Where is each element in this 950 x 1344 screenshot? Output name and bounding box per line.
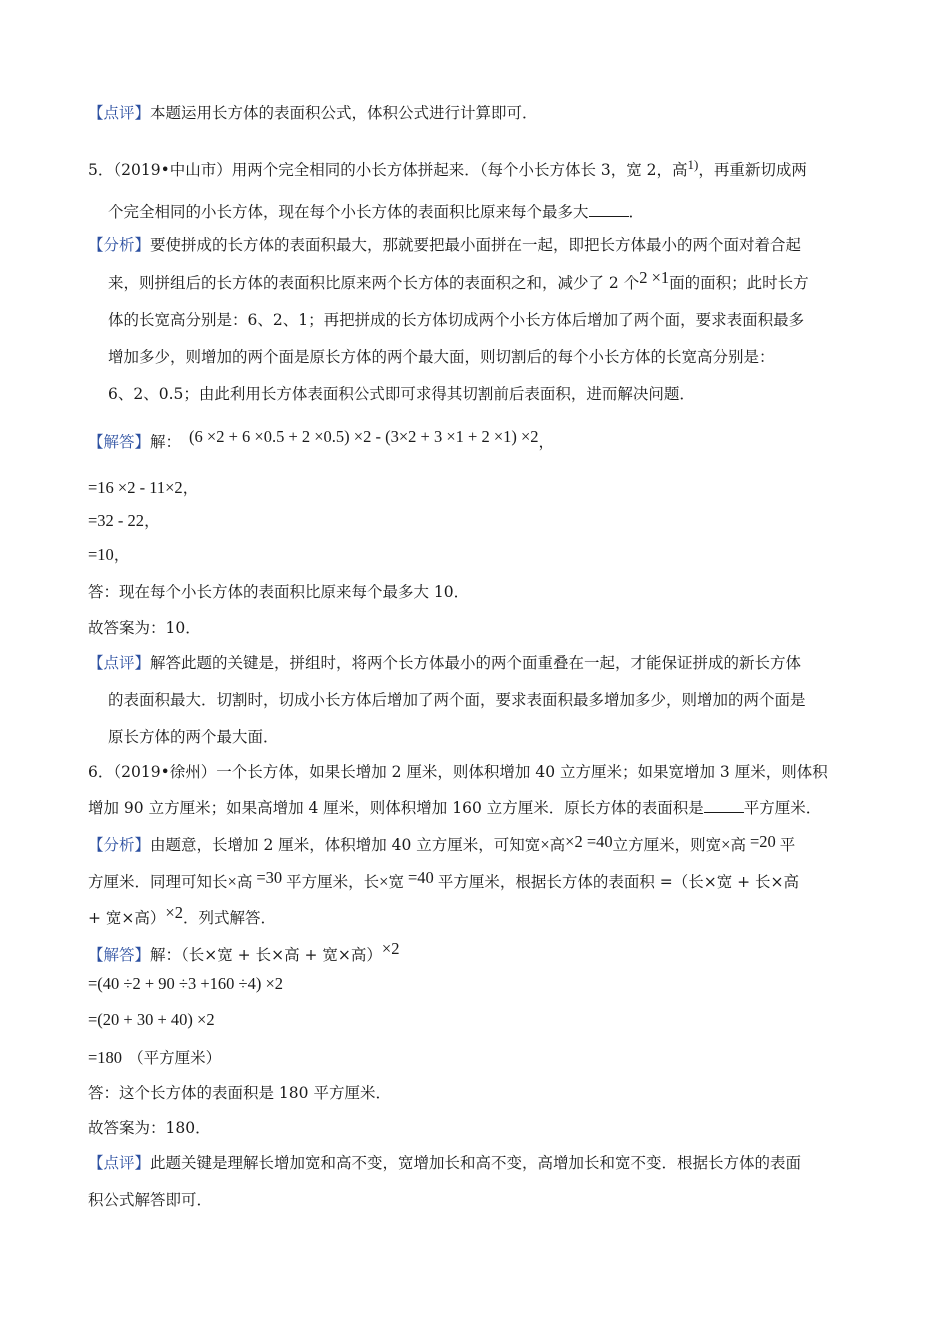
answer-blank — [704, 798, 744, 813]
analysis-text: ．列式解答． — [182, 909, 276, 927]
q5-step-1 — [88, 477, 198, 499]
unit-text: （平方厘米） — [128, 1049, 222, 1067]
q6-stem-line-1 — [88, 761, 828, 783]
question-stem: 平方厘米． — [743, 799, 822, 817]
analysis-text: 高 — [236, 873, 253, 891]
comment-tag: 【点评】 — [88, 654, 151, 672]
q6-comment-line-1 — [88, 1152, 801, 1174]
final-answer: 故答案为：10． — [88, 619, 201, 637]
q5-answer — [88, 581, 469, 603]
math-expression: =180 — [88, 1048, 123, 1067]
analysis-text: 由题意，长增加 2 厘米，体积增加 40 立方厘米，可知宽 — [150, 836, 541, 854]
comment-text: 的表面积最大．切割时，切成小长方体后增加了两个面，要求表面积最多增加多少，则增加的两个面是 — [108, 691, 806, 709]
q5-solution-line — [88, 427, 555, 453]
q6-comment-line-2 — [88, 1189, 212, 1211]
q5-analysis-line-5 — [108, 383, 695, 405]
solution-tag: 【解答】 — [88, 433, 151, 451]
q6-final — [88, 1117, 211, 1139]
math-expression: =32 - 22 — [88, 511, 145, 530]
answer-blank — [589, 202, 629, 217]
analysis-text: 高 — [549, 836, 566, 854]
punctuation: ， — [113, 546, 130, 564]
analysis-text: 立方厘米，则宽 — [612, 836, 722, 854]
analysis-tag: 【分析】 — [88, 836, 151, 854]
comment-tag: 【点评】 — [88, 104, 151, 122]
analysis-text: 6、2、0.5；由此利用长方体表面积公式即可求得其切割前后表面积，进而解决问题． — [108, 385, 695, 403]
q6-stem-line-2 — [88, 797, 821, 819]
question-stem: （2019•徐州）一个长方体，如果长增加 2 厘米，则体积增加 40 立方厘米；如果宽增加 3 厘米，则体积 — [113, 763, 828, 781]
q5-step-3 — [88, 544, 129, 566]
comment-text: 积公式解答即可． — [88, 1191, 213, 1209]
q5-analysis-line-4 — [108, 346, 775, 368]
question-stem-end: ． — [628, 203, 645, 221]
math-expression: ×2 — [381, 939, 400, 958]
solution-lead: 解：（长×宽 + 长×高 + 宽×高） — [150, 946, 382, 964]
analysis-text: 平 — [779, 836, 796, 854]
analysis-text: + 宽×高） — [88, 909, 166, 927]
math-expression: =40 — [408, 868, 434, 887]
punctuation: ， — [538, 433, 555, 451]
q5-step-2 — [88, 510, 160, 532]
q6-analysis-line-2 — [88, 868, 800, 893]
math-symbol: × — [540, 835, 550, 854]
q5-stem-line-2 — [108, 201, 644, 223]
q6-step-1 — [88, 973, 283, 995]
solution-lead: 解： — [150, 433, 182, 451]
analysis-text: 平方厘米，根据长方体的表面积 =（长×宽 + 长×高 — [437, 873, 800, 891]
comment-text: 本题运用长方体的表面积公式，体积公式进行计算即可． — [150, 104, 538, 122]
math-expression: =10 — [88, 545, 114, 564]
question-stem: ，再重新切成两 — [698, 161, 807, 179]
comment-tag: 【点评】 — [88, 1154, 151, 1172]
solution-tag: 【解答】 — [88, 946, 151, 964]
comment-text: 解答此题的关键是，拼组时，将两个长方体最小的两个面重叠在一起，才能保证拼成的新长方体 — [150, 654, 802, 672]
analysis-text: 宽 — [388, 873, 404, 891]
question-stem: 个完全相同的小长方体，现在每个小长方体的表面积比原来每个最多大 — [108, 203, 589, 221]
analysis-text: 平方厘米，长 — [286, 873, 380, 891]
q5-analysis-line-3 — [108, 309, 804, 331]
math-expression: =(20 + 30 + 40) ×2 — [88, 1010, 215, 1029]
math-expression: =16 ×2 - 11×2 — [88, 478, 183, 497]
comment-text: 此题关键是理解长增加宽和高不变，宽增加长和高不变，高增加长和宽不变．根据长方体的表面 — [150, 1154, 802, 1172]
analysis-text: 方厘米．同理可知长 — [88, 873, 228, 891]
punctuation: ， — [182, 479, 199, 497]
question-stem: （2019•中山市）用两个完全相同的小长方体拼起来．（每个小长方体长 3，宽 2，高 — [113, 161, 688, 179]
analysis-tag: 【分析】 — [88, 236, 151, 254]
math-expression: =20 — [749, 832, 776, 851]
q6-analysis-line-1 — [88, 834, 795, 856]
math-expression: ×2 — [165, 903, 183, 922]
math-expression: =30 — [256, 868, 283, 887]
analysis-text: 面的面积；此时长方 — [669, 274, 809, 292]
q5-analysis-line-2 — [108, 268, 809, 294]
punctuation: ， — [144, 512, 160, 530]
q5-final — [88, 617, 201, 639]
math-symbol: × — [721, 835, 731, 854]
math-symbol: × — [227, 872, 237, 891]
q5-stem-line-1 — [88, 154, 807, 181]
question-number: 5． — [88, 161, 114, 179]
q4-comment-line — [88, 102, 538, 124]
q5-comment-line-1 — [88, 652, 801, 674]
analysis-text: 要使拼成的长方体的表面积最大，那就要把最小面拼在一起，即把长方体最小的两个面对着合起 — [150, 236, 802, 254]
q6-step-3 — [88, 1047, 221, 1069]
math-symbol: × — [379, 872, 389, 891]
math-expression: (6 ×2 + 6 ×0.5 + 2 ×0.5) ×2 - (3×2 + 3 ×1 + 2 ×1) ×2 — [189, 427, 539, 446]
q5-analysis-line-1 — [88, 234, 801, 256]
math-expression: 2 ×1 — [639, 268, 670, 287]
q6-analysis-line-3 — [88, 903, 276, 929]
analysis-text: 来，则拼组后的长方体的表面积比原来两个长方体的表面积之和，减少了 2 个 — [108, 274, 640, 292]
analysis-text: 高 — [730, 836, 746, 854]
analysis-text: 体的长宽高分别是：6、2、1；再把拼成的长方体切成两个小长方体后增加了两个面，要求表面积最多 — [108, 311, 805, 329]
analysis-text: 增加多少，则增加的两个面是原长方体的两个最大面，则切割后的每个小长方体的长宽高分别是： — [108, 348, 775, 366]
math-expression: =(40 ÷2 + 90 ÷3 +160 ÷4) ×2 — [88, 974, 284, 993]
question-stem: 增加 90 立方厘米；如果高增加 4 厘米，则体积增加 160 立方厘米．原长方体的表面积是 — [88, 799, 704, 817]
q6-solution-line — [88, 939, 400, 966]
answer-text: 答：这个长方体的表面积是 180 平方厘米． — [88, 1084, 391, 1102]
math-superscript: 1) — [687, 157, 699, 172]
comment-text: 原长方体的两个最大面． — [108, 728, 279, 746]
math-expression: ×2 =40 — [565, 832, 613, 851]
answer-text: 答：现在每个小长方体的表面积比原来每个最多大 10． — [88, 583, 470, 601]
q5-comment-line-2 — [108, 689, 806, 711]
q6-answer — [88, 1082, 391, 1104]
q6-step-2 — [88, 1009, 215, 1031]
final-answer: 故答案为：180． — [88, 1119, 211, 1137]
q5-comment-line-3 — [108, 726, 279, 748]
question-number: 6． — [88, 763, 114, 781]
